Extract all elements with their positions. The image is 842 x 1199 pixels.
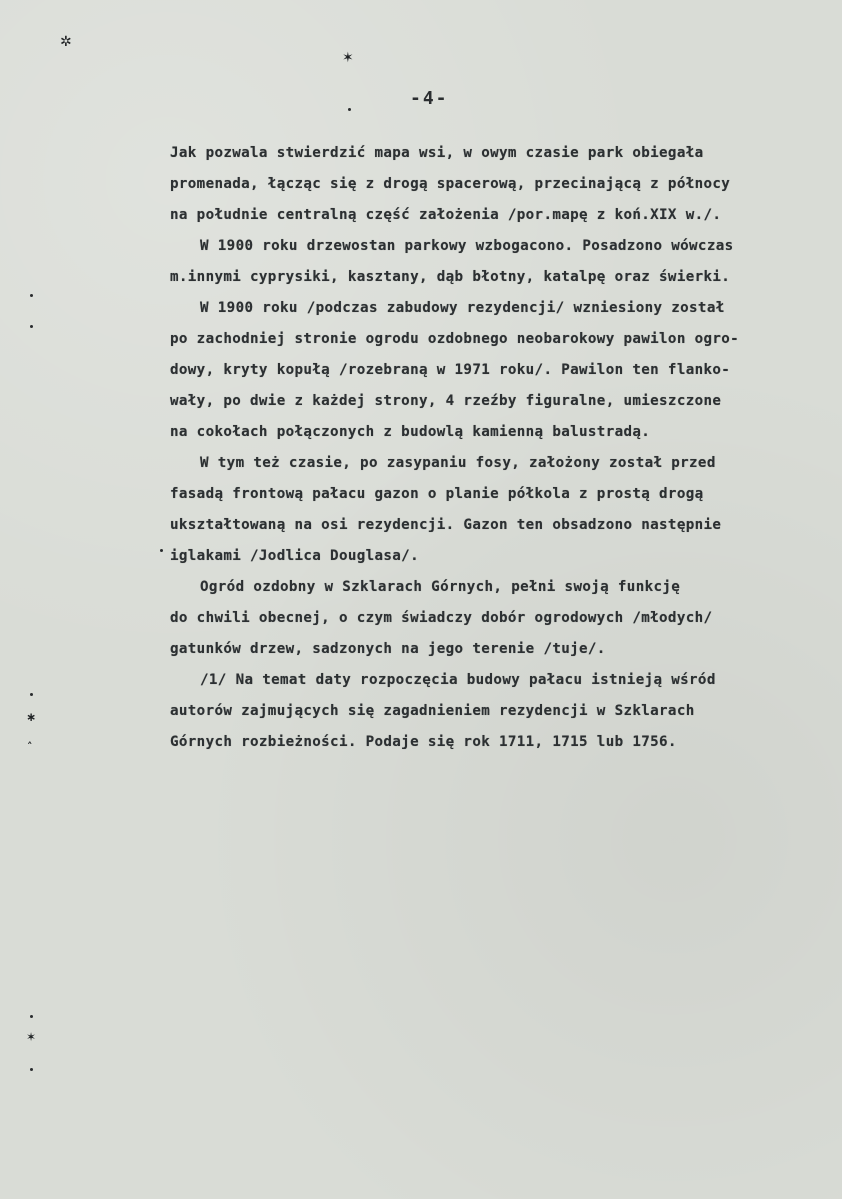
scan-speck <box>160 549 163 552</box>
scan-speck <box>30 325 33 328</box>
footnote-line: /1/ Na temat daty rozpoczęcia budowy pałacu istnieją wśród <box>200 672 716 688</box>
text-line: Ogród ozdobny w Szklarach Górnych, pełni swoją funkcję <box>200 579 681 595</box>
text-line: ukształtowaną na osi rezydencji. Gazon ten obsadzono następnie <box>170 517 722 533</box>
scan-speck: ∗ <box>26 710 37 724</box>
text-line: promenada, łącząc się z drogą spacerową, przecinającą z północy <box>170 176 731 192</box>
text-line: po zachodniej stronie ogrodu ozdobnego neobarokowy pawilon ogro- <box>170 331 740 347</box>
scan-speck: ✲ <box>60 34 72 50</box>
body-text <box>170 138 820 758</box>
text-line: wały, po dwie z każdej strony, 4 rzeźby figuralne, umieszczone <box>170 393 722 409</box>
page-number: -4- <box>410 88 449 109</box>
text-line: W 1900 roku /podczas zabudowy rezydencji/ wzniesiony został <box>200 300 725 316</box>
scan-speck <box>30 1068 33 1071</box>
scan-speck: ✶ <box>342 50 354 66</box>
text-line: na cokołach połączonych z budowlą kamienną balustradą. <box>170 424 651 440</box>
scan-speck: ✶ <box>26 1030 37 1044</box>
text-line: Jak pozwala stwierdzić mapa wsi, w owym czasie park obiegała <box>170 145 704 161</box>
scan-speck <box>30 693 33 696</box>
scan-speck <box>30 1015 33 1018</box>
text-line: iglakami /Jodlica Douglasa/. <box>170 548 419 564</box>
scan-speck <box>30 294 33 297</box>
footnote-line: Górnych rozbieżności. Podaje się rok 1711, 1715 lub 1756. <box>170 734 677 750</box>
footnote-line: autorów zajmujących się zagadnieniem rezydencji w Szklarach <box>170 703 695 719</box>
text-line: W 1900 roku drzewostan parkowy wzbogacono. Posadzono wówczas <box>200 238 734 254</box>
text-line: do chwili obecnej, o czym świadczy dobór ogrodowych /młodych/ <box>170 610 713 626</box>
scan-speck <box>348 108 351 111</box>
text-line: W tym też czasie, po zasypaniu fosy, założony został przed <box>200 455 716 471</box>
text-line: fasadą frontową pałacu gazon o planie półkola z prostą drogą <box>170 486 704 502</box>
scan-speck: ˄ <box>27 740 33 753</box>
text-line: gatunków drzew, sadzonych na jego terenie /tuje/. <box>170 641 606 657</box>
text-line: na południe centralną część założenia /por.mapę z koń.XIX w./. <box>170 207 722 223</box>
text-line: m.innymi cyprysiki, kasztany, dąb błotny, katalpę oraz świerki. <box>170 269 731 285</box>
text-line: dowy, kryty kopułą /rozebraną w 1971 roku/. Pawilon ten flanko- <box>170 362 731 378</box>
